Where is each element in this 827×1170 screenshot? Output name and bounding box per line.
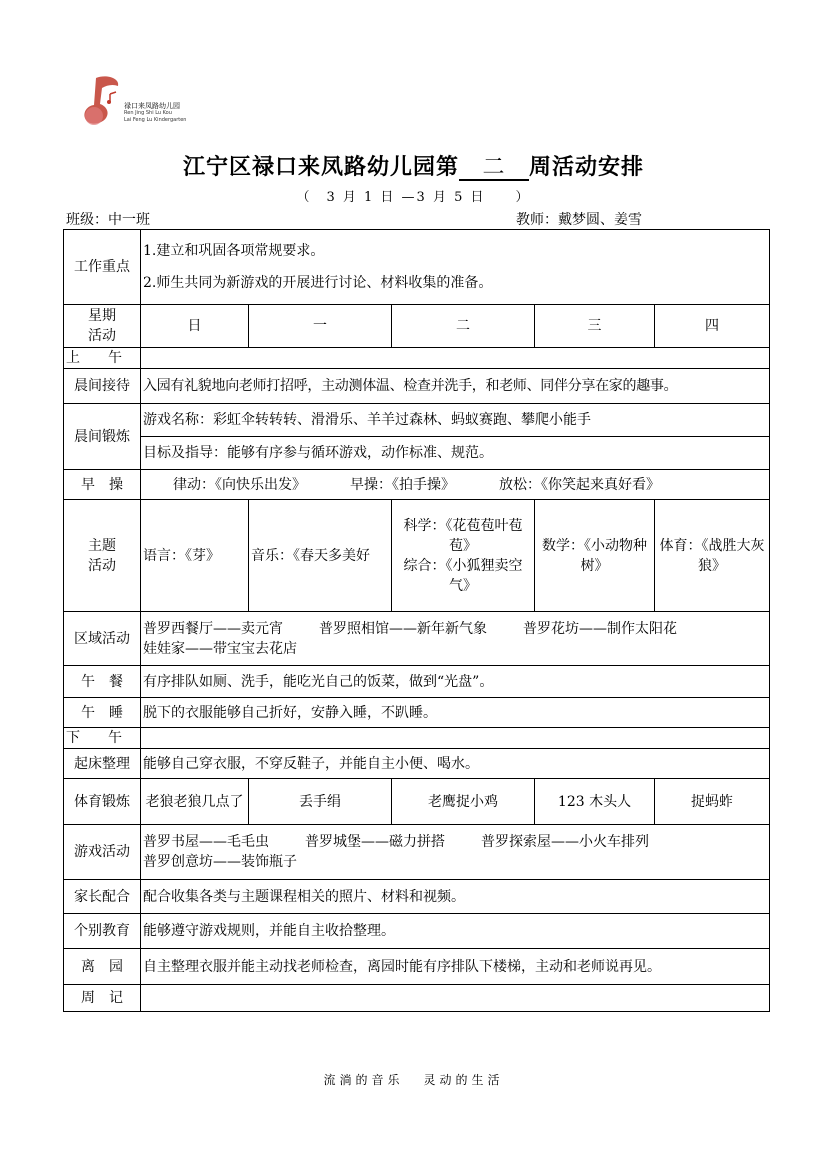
pe-sun: 老狼老狼几点了 xyxy=(141,779,249,825)
title-prefix: 江宁区禄口来凤路幼儿园第 xyxy=(182,154,459,180)
nap-label: 午 睡 xyxy=(64,698,141,728)
afternoon-section-row xyxy=(64,728,770,749)
weekday-wed: 三 xyxy=(535,305,655,348)
pe-wed: 123 木头人 xyxy=(535,779,655,825)
relax-activity: 放松：《你笑起来真好看》 xyxy=(499,476,660,493)
lunch-text: 有序排队如厕、洗手，能吃光自己的饭菜，做到“光盘”。 xyxy=(141,666,770,698)
theme-tue-science: 科学：《花苞苞叶苞苞》 xyxy=(403,517,523,554)
weekly-schedule-table xyxy=(63,229,770,1012)
game-activity-label: 游戏活动 xyxy=(64,825,141,880)
exercise-games: 游戏名称：彩虹伞转转转、滑滑乐、羊羊过森林、蚂蚁赛跑、攀爬小能手 xyxy=(141,404,770,437)
notes-row xyxy=(64,985,770,1012)
theme-tue xyxy=(392,500,535,612)
theme-mon: 音乐：《春天多美好 xyxy=(249,500,392,612)
area-item-4: 娃娃家——带宝宝去花店 xyxy=(143,640,297,657)
wakeup-row xyxy=(64,749,770,779)
game-activity-row xyxy=(64,825,770,880)
individual-text: 能够遵守游戏规则，并能自主收拾整理。 xyxy=(141,914,770,949)
rhythm-activity: 律动：《向快乐出发》 xyxy=(173,476,306,493)
pe-row xyxy=(64,779,770,825)
morning-drill: 早操：《拍手操》 xyxy=(350,476,455,493)
morning-section-row xyxy=(64,348,770,369)
logo-pinyin-1: Ren Jing Shi Lu Kou xyxy=(124,110,172,116)
leave-text: 自主整理衣服并能主动找老师检查，离园时能有序排队下楼梯，主动和老师说再见。 xyxy=(141,949,770,985)
page-title xyxy=(0,150,827,181)
focus-row xyxy=(64,230,770,305)
weekday-header-label: 星期 活动 xyxy=(64,305,141,348)
notes-label: 周 记 xyxy=(64,985,141,1012)
pe-tue: 老鹰捉小鸡 xyxy=(392,779,535,825)
theme-activity-row xyxy=(64,500,770,612)
exercise-label: 晨间锻炼 xyxy=(64,404,141,470)
theme-thu: 体育：《战胜大灰狼》 xyxy=(655,500,770,612)
logo-name: 禄口来凤路幼儿园 xyxy=(124,102,180,110)
footer-right: 灵动的生活 xyxy=(423,1073,504,1087)
pe-thu: 捉蚂蚱 xyxy=(655,779,770,825)
morning-section-empty xyxy=(141,348,770,369)
weekday-thu: 四 xyxy=(655,305,770,348)
area-activity-content xyxy=(141,612,770,666)
focus-content xyxy=(141,230,770,305)
exercise-goal: 目标及指导：能够有序参与循环游戏，动作标准、规范。 xyxy=(141,437,770,470)
focus-label: 工作重点 xyxy=(64,230,141,305)
individual-label: 个别教育 xyxy=(64,914,141,949)
music-note-logo-icon xyxy=(80,74,124,128)
notes-text xyxy=(141,985,770,1012)
weekday-mon: 一 xyxy=(249,305,392,348)
lunch-row xyxy=(64,666,770,698)
morning-exercise-content xyxy=(141,470,770,500)
wakeup-text: 能够自己穿衣服，不穿反鞋子，并能自主小便、喝水。 xyxy=(141,749,770,779)
game-item-4: 普罗创意坊——装饰瓶子 xyxy=(143,854,297,870)
focus-item-1: 1.建立和巩固各项常规要求。 xyxy=(143,243,325,259)
nap-row xyxy=(64,698,770,728)
game-item-2: 普罗城堡——磁力拼搭 xyxy=(305,834,445,850)
area-item-2: 普罗照相馆——新年新气象 xyxy=(319,620,487,637)
exercise-row-2 xyxy=(64,437,770,470)
game-item-1: 普罗书屋——毛毛虫 xyxy=(143,834,269,850)
title-suffix: 周活动安排 xyxy=(529,154,645,180)
logo-pinyin-2: Lai Feng Lu Kindergarten xyxy=(124,117,187,123)
area-item-3: 普罗花坊——制作太阳花 xyxy=(523,620,677,637)
game-item-3: 普罗探索屋——小火车排列 xyxy=(481,834,649,850)
exercise-row-1 xyxy=(64,404,770,437)
focus-item-2: 2.师生共同为新游戏的开展进行讨论、材料收集的准备。 xyxy=(143,275,493,291)
weekday-tue: 二 xyxy=(392,305,535,348)
pe-label: 体育锻炼 xyxy=(64,779,141,825)
afternoon-section-label: 下 午 xyxy=(64,728,141,749)
theme-activity-label: 主题 活动 xyxy=(64,500,141,612)
reception-label: 晨间接待 xyxy=(64,369,141,404)
teacher-label: 教师：戴梦圆、姜雪 xyxy=(516,212,642,228)
area-activity-label: 区域活动 xyxy=(64,612,141,666)
footer-slogan xyxy=(0,1071,827,1088)
area-item-1: 普罗西餐厅——卖元宵 xyxy=(143,620,283,637)
lunch-label: 午 餐 xyxy=(64,666,141,698)
area-activity-row xyxy=(64,612,770,666)
pe-mon: 丢手绢 xyxy=(249,779,392,825)
week-number: 二 xyxy=(459,157,529,181)
weekday-sun: 日 xyxy=(141,305,249,348)
date-range: （ 3 月 1 日 —3 月 5 日 ） xyxy=(296,190,531,205)
theme-tue-integrated: 综合：《小狐狸卖空气》 xyxy=(403,557,523,594)
parent-text: 配合收集各类与主题课程相关的照片、材料和视频。 xyxy=(141,880,770,914)
kindergarten-logo xyxy=(80,74,220,130)
morning-exercise-row xyxy=(64,470,770,500)
game-activity-content xyxy=(141,825,770,880)
morning-section-label: 上 午 xyxy=(64,348,141,369)
weekday-header-row xyxy=(64,305,770,348)
afternoon-section-empty xyxy=(141,728,770,749)
theme-wed: 数学：《小动物种树》 xyxy=(535,500,655,612)
morning-exercise-label: 早 操 xyxy=(64,470,141,500)
footer-left: 流淌的音乐 xyxy=(323,1073,404,1087)
leave-label: 离 园 xyxy=(64,949,141,985)
wakeup-label: 起床整理 xyxy=(64,749,141,779)
parent-label: 家长配合 xyxy=(64,880,141,914)
individual-row xyxy=(64,914,770,949)
parent-row xyxy=(64,880,770,914)
nap-text: 脱下的衣服能够自己折好，安静入睡，不趴睡。 xyxy=(141,698,770,728)
reception-text: 入园有礼貌地向老师打招呼，主动测体温、检查并洗手，和老师、同伴分享在家的趣事。 xyxy=(141,369,770,404)
reception-row xyxy=(64,369,770,404)
leave-row xyxy=(64,949,770,985)
class-label: 班级：中一班 xyxy=(66,212,150,228)
theme-sun: 语言：《芽》 xyxy=(141,500,249,612)
